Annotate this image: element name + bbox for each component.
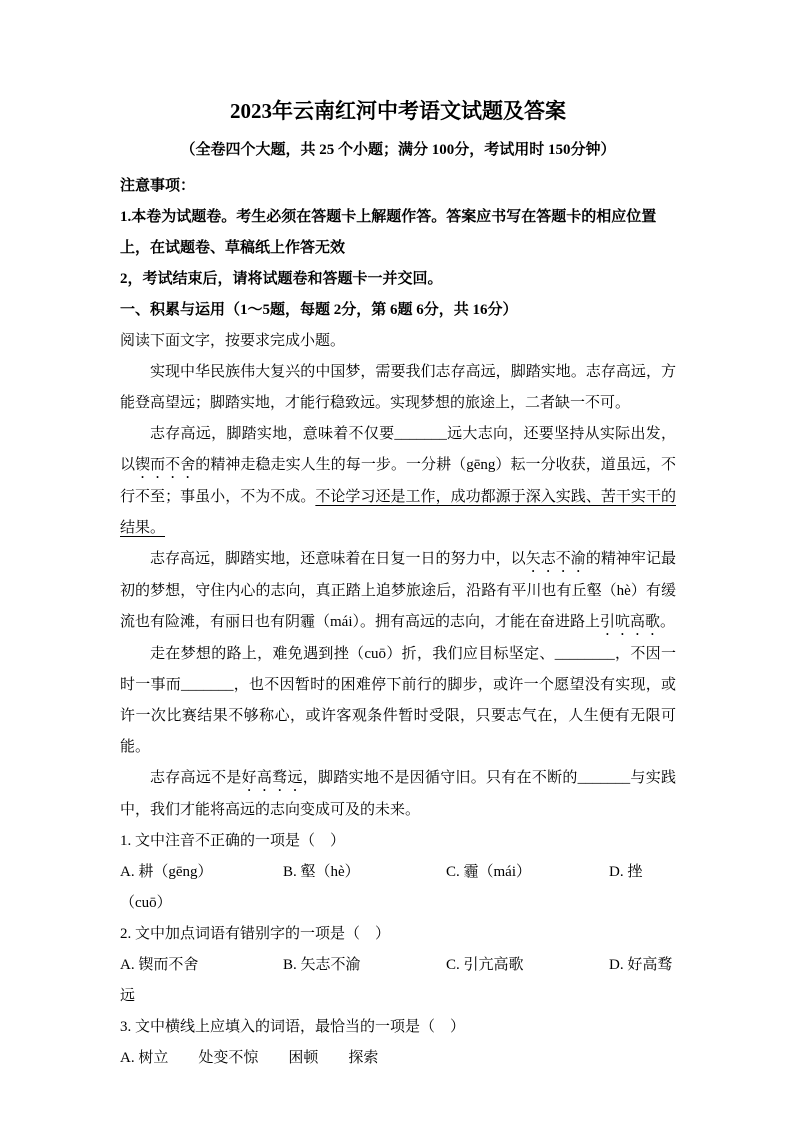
question-3-stem: 3. 文中横线上应填入的词语，最恰当的一项是（ ） (120, 1019, 466, 1035)
question-1-option-b: B. 壑（hè） (283, 864, 360, 880)
question-1-options (120, 857, 676, 919)
dotted-word-yin-hang-gao-ge: 引吭高歌 (600, 614, 661, 630)
body-paragraph-3 (120, 544, 676, 639)
question-1-option-c: C. 霾（mái） (446, 864, 531, 880)
section-heading: 一、积累与运用（1～5题，每题 2分，第 6题 6分，共 16分） (120, 302, 518, 318)
paragraph-2-text-b: 的精神走稳走实人生的每一步。一分耕（gēng）耘一分收获，道虽远，不行不至；事虽小，不为不成。 (120, 457, 676, 505)
paragraph-5-text-b: ，脚踏实地不是因循守旧。只有在不断的_______与实践中，我们才能将高远的志向变成可及的未来。 (120, 770, 676, 818)
question-1-option-d: D. 挫（cuō） (120, 864, 643, 911)
question-2-option-b: B. 矢志不渝 (283, 957, 361, 973)
question-3-options (120, 1043, 676, 1074)
question-3-option-a: A. 树立 处变不惊 困顿 探索 (120, 1050, 379, 1066)
exam-subtitle: （全卷四个大题，共 25 个小题；满分 100分，考试用时 150分钟） (180, 142, 616, 158)
question-2-options (120, 950, 676, 1012)
paragraph-3-text-a: 志存高远，脚踏实地，还意味着在日复一日的努力中，以 (150, 551, 526, 567)
notice-item-1: 1.本卷为试题卷。考生必须在答题卡上解题作答。答案应书写在答题卡的相应位置上，在试题卷、草稿纸上作答无效 (120, 209, 657, 256)
paragraph-2-text-a: 志存高远，脚踏实地，意味着不仅要_______远大志向，还要坚持从实际出发，以 (120, 426, 676, 473)
body-paragraph-5 (120, 763, 676, 826)
notice-item-2: 2，考试结束后，请将试题卷和答题卡一并交回。 (120, 271, 443, 287)
page-title: 2023年云南红河中考语文试题及答案 (230, 99, 566, 123)
question-2-stem: 2. 文中加点词语有错别字的一项是（ ） (120, 926, 391, 942)
paragraph-3-text-c: 。 (660, 614, 676, 630)
question-1-option-a: A. 耕（gēng） (120, 864, 213, 880)
body-paragraph-2 (120, 419, 676, 544)
question-1-stem: 1. 文中注音不正确的一项是（ ） (120, 833, 346, 849)
question-2-option-d: D. 好高骛远 (120, 957, 673, 1004)
body-paragraph-1: 实现中华民族伟大复兴的中国梦，需要我们志存高远，脚踏实地。志存高远，方能登高望远；脚踏实地，才能行稳致远。实现梦想的旅途上，二者缺一不可。 (120, 364, 676, 411)
dotted-word-qie-er-bu-she: 锲而不舍 (135, 457, 196, 473)
notice-heading: 注意事项： (120, 178, 196, 194)
paragraph-5-text-a: 志存高远不是 (150, 770, 242, 786)
dotted-word-hao-gao-wu-yuan: 好高骛远 (241, 770, 303, 786)
body-paragraph-4: 走在梦想的路上，难免遇到挫（cuō）折，我们应目标坚定、________，不因一时一事而_______，也不因暂时的困难停下前行的脚步，或许一个愿望没有实现，或许一次比赛结果不够称心，或许客观条件暂时受限，只要志气在，人生便有无限可能。 (120, 646, 676, 755)
underlined-sentence: 不论学习还是工作，成功都源于深入实践、苦干实干的结果。 (120, 489, 676, 536)
reading-instruction: 阅读下面文字，按要求完成小题。 (120, 333, 346, 349)
dotted-word-shi-zhi-bu-yu: 矢志不渝 (525, 551, 586, 567)
question-2-option-c: C. 引亢高歌 (446, 957, 524, 973)
paragraph-3-text-b: 的精神牢记最初的梦想，守住内心的志向，真正踏上追梦旅途后，沿路有平川也有丘壑（hè）有缓流也有险滩，有丽日也有阴霾（mái）。拥有高远的志向，才能在奋进路上 (120, 551, 676, 630)
question-2-option-a: A. 锲而不舍 (120, 957, 199, 973)
